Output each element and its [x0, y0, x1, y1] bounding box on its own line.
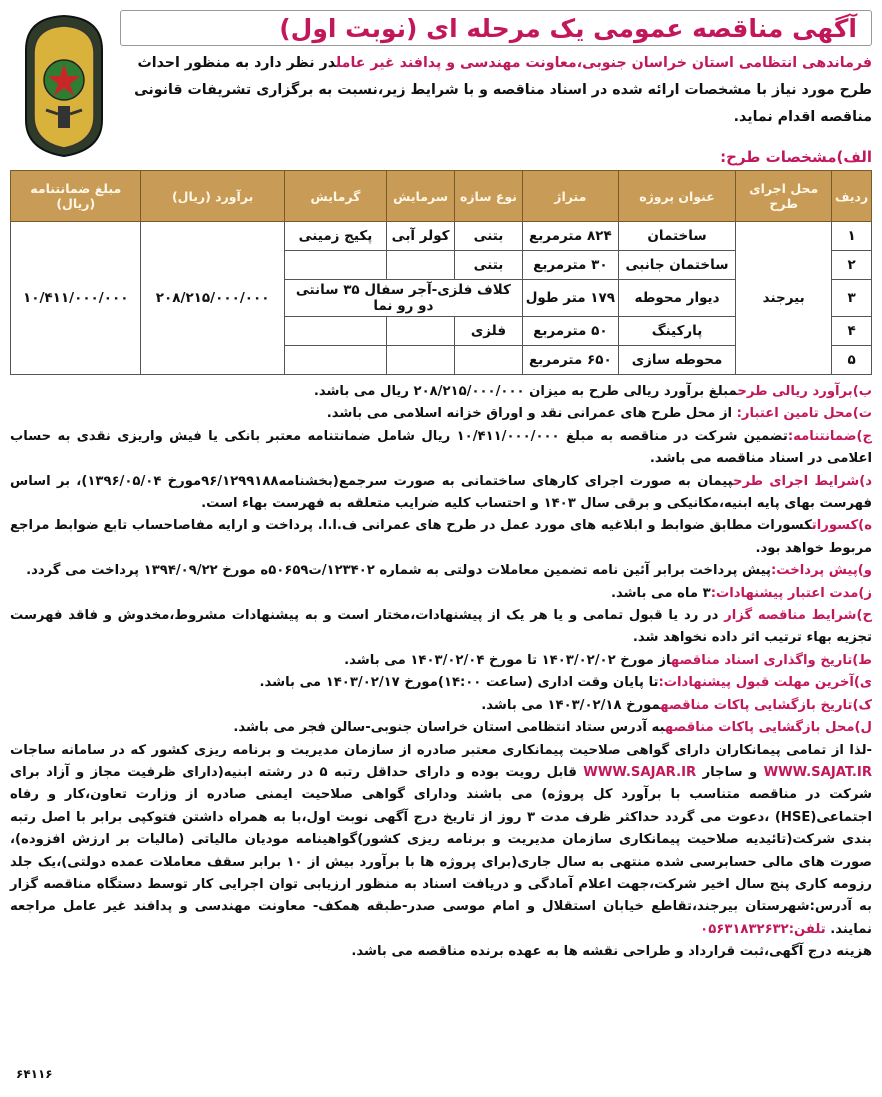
row-number: ۳ [832, 280, 872, 317]
condition-item [10, 605, 872, 650]
sajar-link[interactable]: WWW.SAJAR.IR [583, 764, 697, 780]
condition-label: ی)آخرین مهلت قبول پیشنهادات: [658, 675, 872, 691]
cooling-cell: کولر آبی [387, 222, 455, 251]
structure-cell: بتنی [455, 222, 523, 251]
condition-label: ط)تاریخ واگذاری اسناد مناقصه [670, 652, 872, 668]
section-a-heading: الف)مشخصات طرح: [720, 148, 872, 166]
heating-cell: پکیج زمینی [284, 222, 386, 251]
heating-cell [284, 346, 386, 375]
police-emblem-icon [18, 10, 110, 160]
condition-text: پیمان به صورت اجرای کارهای ساختمانی به صورت سرجمع(بخشنامه۹۶/۱۲۹۹۱۸۸مورخ ۱۳۹۶/۰۵/۰۴)، بر اساس فهرست بهای پایه ابنیه،مکانیکی و برقی سال ۱۴۰۳ و احتساب کلیه ضرایب متعلقه به فهرست بهاء است. [10, 473, 872, 512]
intro-text: در نظر دارد به منظور احداث طرح مورد نیاز با مشخصات ارائه شده در اسناد مناقصه و با شرایط زیر،نسبت به برگزاری تشریفات قانونی مناقصه اقدام نماید. [134, 55, 872, 125]
structure-cell [455, 346, 523, 375]
condition-text: ۳ ماه می باشد. [610, 585, 711, 601]
project-title: پارکینگ [618, 317, 735, 346]
condition-item [10, 650, 872, 672]
condition-text: تا پایان وقت اداری (ساعت ۱۴:۰۰)مورخ ۱۴۰۳/۰۲/۱۷ می باشد. [259, 675, 659, 691]
condition-label: ل)محل بازگشایی پاکات مناقصه [664, 720, 872, 736]
location-cell: بیرجند [736, 222, 832, 375]
col-header: ردیف [832, 171, 872, 222]
project-spec-table [10, 170, 872, 375]
intro-paragraph [120, 50, 872, 131]
cooling-cell [387, 346, 455, 375]
guarantee-cell: ۱۰/۴۱۱/۰۰۰/۰۰۰ [11, 222, 141, 375]
row-number: ۵ [832, 346, 872, 375]
col-header: سرمایش [387, 171, 455, 222]
condition-label: د)شرایط اجرای طرح [732, 473, 873, 489]
condition-item [10, 717, 872, 739]
area-cell: ۸۲۴ مترمربع [522, 222, 618, 251]
heating-cell [284, 251, 386, 280]
closing-text: و ساجار [696, 764, 764, 780]
sajat-link[interactable]: WWW.SAJAT.IR [763, 764, 872, 780]
condition-item [10, 695, 872, 717]
cooling-cell [387, 317, 455, 346]
table-header-row [11, 171, 872, 222]
condition-label: ج)ضمانتنامه: [787, 428, 873, 444]
condition-item [10, 515, 872, 560]
area-cell: ۵۰ مترمربع [522, 317, 618, 346]
area-cell: ۱۷۹ متر طول [522, 280, 618, 317]
condition-text: در رد یا قبول تمامی و یا هر یک از پیشنهادات،مختار است و به پیشنهادات مشروط،مخدوش و فاقد فهرست تجزیه بهاء ترتیب اثر داده نخواهد شد. [10, 608, 872, 646]
condition-item [10, 403, 872, 425]
row-number: ۴ [832, 317, 872, 346]
project-title: دیوار محوطه [618, 280, 735, 317]
condition-text: به آدرس ستاد انتظامی استان خراسان جنوبی-سالن فجر می باشد. [233, 720, 665, 736]
condition-label: ک)تاریخ بازگشایی پاکات مناقصه [660, 697, 872, 713]
condition-item [10, 672, 872, 694]
project-title: ساختمان [618, 222, 735, 251]
conditions-list [10, 381, 872, 964]
col-header: نوع سازه [455, 171, 523, 222]
structure-cell: کلاف فلزی-آجر سفال ۳۵ سانتی دو رو نما [284, 280, 522, 317]
condition-item [10, 583, 872, 605]
col-header: محل اجرای طرح [736, 171, 832, 222]
col-header: گرمایش [284, 171, 386, 222]
cooling-cell [387, 251, 455, 280]
condition-text: از محل طرح های عمرانی نقد و اوراق خزانه اسلامی می باشد. [326, 406, 737, 422]
condition-text: کسورات مطابق ضوابط و ابلاغیه های مورد عمل در طرح های عمرانی ف.ا.ا. پرداخت و ارایه مفاصاحساب تابع ضوابط مراجع مربوط خواهد بود. [10, 518, 872, 556]
area-cell: ۶۵۰ مترمربع [522, 346, 618, 375]
condition-label: ب)برآورد ریالی طرح [737, 384, 872, 399]
notice-title: آگهی مناقصه عمومی یک مرحله ای (نوبت اول) [279, 13, 857, 43]
closing-text: قابل رویت بوده و دارای حداقل رتبه ۵ در رشته ابنیه(دارای ظرفیت مجاز و آزاد برای شرکت در مناقصه متناسب با برآورد کل پروژه) می باشند ودارای گواهی صلاحیت ایمنی صادره از وزارت تعاون،کار و رفاه اجتماعی(HSE) ،دعوت می گردد حداکثر ظرف مدت ۳ روز از تاریخ درج آگهی نوبت اول،با به همراه داشتن فتوکپی برابر با اصل رتبه بندی شرکت(تائیدیه صلاحیت پیمانکاری سازمان مدیریت و برنامه ریزی کشور)گواهینامه مودیان مالیاتی (مالیات بر ارزش افزوده)، صورت های مالی حسابرسی شده منتهی به سال جاری(برای پروژه ها با برآورد بیش از ۱۰ برابر سقف معاملات عمده دولتی)،یک جلد رزومه کاری پنج سال اخیر شرکت،جهت اعلام آمادگی و دریافت اسناد به منظور ارزیابی توان اجرایی کار توسط دستگاه مناقصه گزار به آدرس:شهرستان بیرجند،تقاطع خیابان استقلال و امام موسی صدر-طبقه همکف- معاونت مهندسی و پدافند غیر عامل مراجعه نمایند. [10, 764, 872, 937]
organization-name: فرماندهی انتظامی استان خراسان جنوبی،معاونت مهندسی و پدافند غیر عامل [335, 55, 872, 71]
condition-label: ح)شرایط مناقصه گزار [724, 608, 872, 624]
condition-item [10, 426, 872, 471]
col-header: عنوان پروژه [618, 171, 735, 222]
project-title: محوطه سازی [618, 346, 735, 375]
condition-label: و)پیش پرداخت: [771, 563, 872, 579]
heating-cell [284, 317, 386, 346]
area-cell: ۳۰ مترمربع [522, 251, 618, 280]
ad-code: ۶۴۱۱۶ [16, 1067, 53, 1081]
condition-item [10, 560, 872, 582]
closing-paragraph [10, 740, 872, 942]
condition-item [10, 471, 872, 516]
structure-cell: فلزی [455, 317, 523, 346]
condition-label: ه)کسورات [811, 518, 872, 534]
header [10, 6, 872, 125]
condition-text: تضمین شرکت در مناقصه به مبلغ ۱۰/۴۱۱/۰۰۰/۰۰۰ ریال شامل ضمانتنامه معتبر بانکی یا فیش واریزی نقدی به حساب اعلامی در اسناد مناقصه می باشد. [10, 428, 872, 467]
condition-text: مورخ ۱۴۰۳/۰۲/۱۸ می باشد. [481, 697, 661, 713]
col-header: برآورد (ریال) [141, 171, 284, 222]
condition-label: ز)مدت اعتبار پیشنهادات: [710, 585, 872, 601]
col-header: متراژ [522, 171, 618, 222]
condition-text: مبلغ برآورد ریالی طرح به میزان ۲۰۸/۲۱۵/۰۰۰/۰۰۰ ریال می باشد. [313, 384, 738, 399]
condition-text: از مورخ ۱۴۰۳/۰۲/۰۲ تا مورخ ۱۴۰۳/۰۲/۰۴ می باشد. [344, 652, 671, 668]
condition-label: ت)محل تامین اعتبار: [736, 406, 872, 422]
condition-item [10, 381, 872, 403]
col-header: مبلغ ضمانتنامه (ریال) [11, 171, 141, 222]
closing-text: -لذا از تمامی پیمانکاران دارای گواهی صلاحیت پیمانکاری معتبر صادره از سازمان مدیریت و برنامه ریزی کشور که در سامانه ساجات [10, 742, 872, 758]
title-banner [120, 10, 872, 46]
condition-text: پیش پرداخت برابر آئین نامه تضمین معاملات دولتی به شماره ۱۲۳۴۰۲/ت۵۰۶۵۹ه مورخ ۱۳۹۴/۰۹/۲۲ پرداخت می گردد. [26, 563, 772, 579]
project-title: ساختمان جانبی [618, 251, 735, 280]
structure-cell: بتنی [455, 251, 523, 280]
row-number: ۲ [832, 251, 872, 280]
phone-number: تلفن:۰۵۶۳۱۸۳۲۶۳۲ [700, 921, 831, 937]
closing-note: هزینه درج آگهی،ثبت قرارداد و طراحی نقشه ها به عهده برنده مناقصه می باشد. [351, 944, 872, 960]
table-row [11, 222, 872, 251]
estimate-cell: ۲۰۸/۲۱۵/۰۰۰/۰۰۰ [141, 222, 284, 375]
row-number: ۱ [832, 222, 872, 251]
